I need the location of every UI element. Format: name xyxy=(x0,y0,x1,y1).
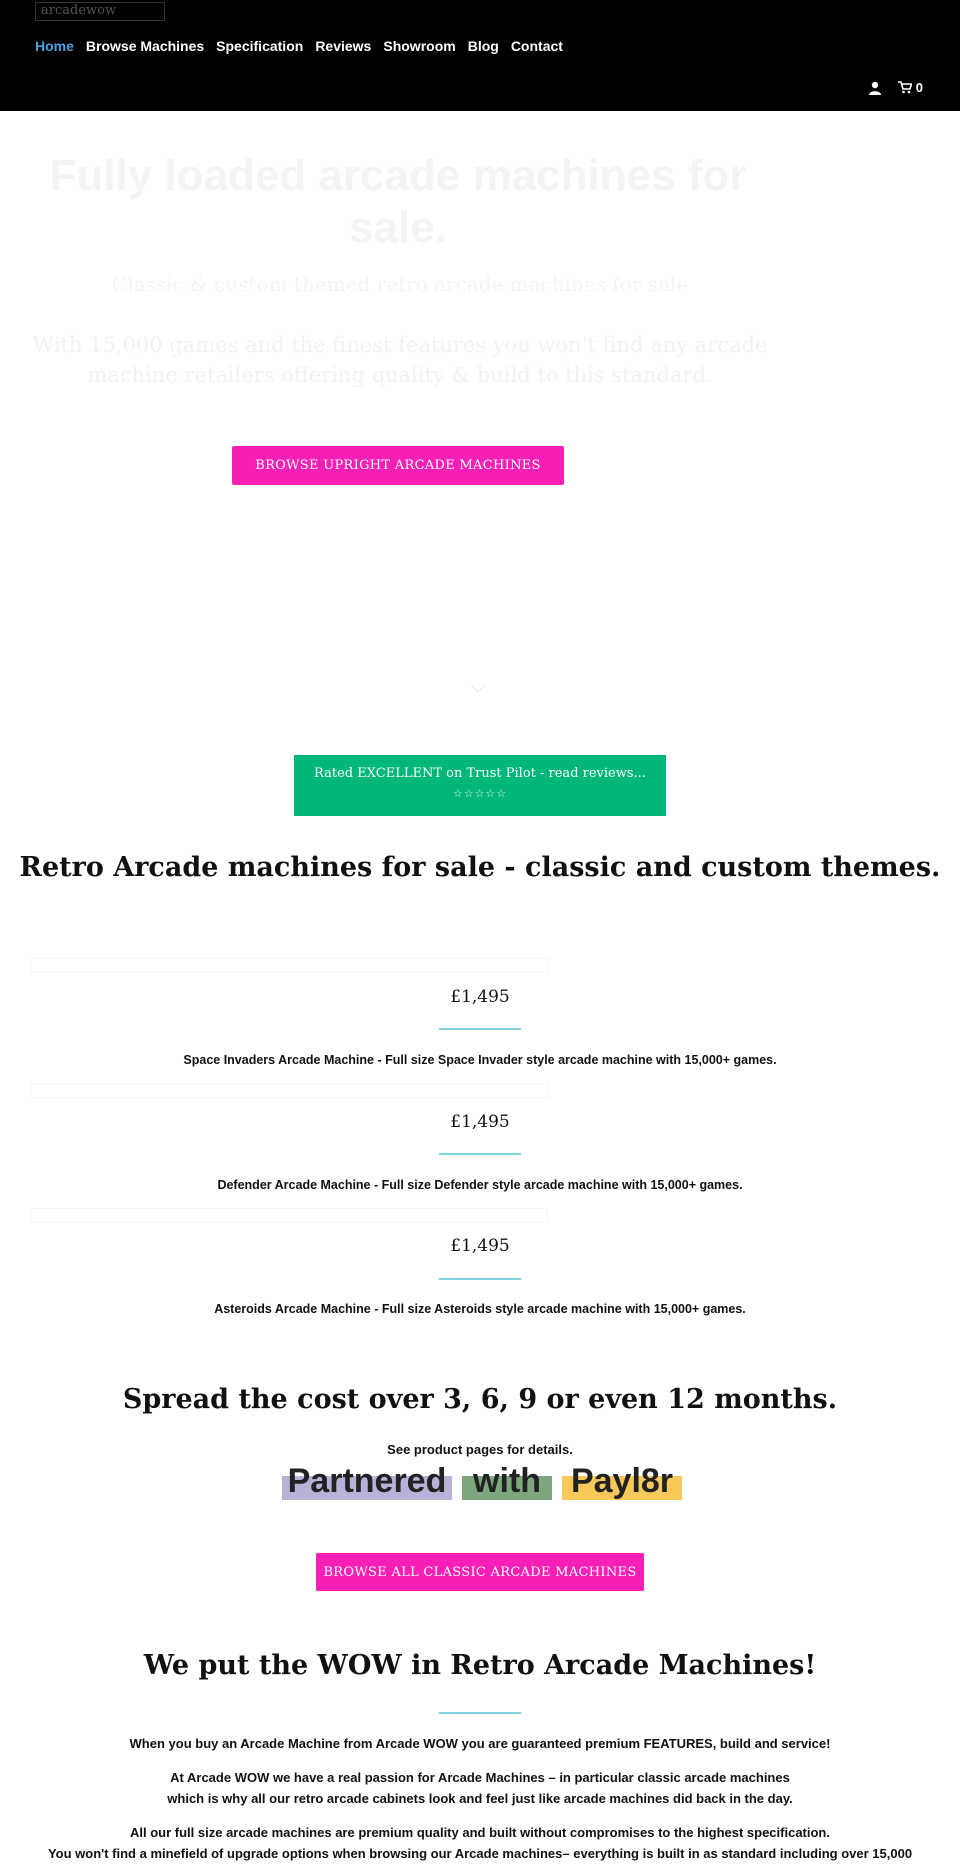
logo-word-with: with xyxy=(473,1462,541,1500)
nav-reviews[interactable]: Reviews xyxy=(315,38,372,54)
nav-contact[interactable]: Contact xyxy=(510,38,563,54)
wow-paragraph-2-line-2: which is why all our retro arcade cabinets look and feel just like arcade machines did back in the day. xyxy=(167,1791,793,1806)
divider xyxy=(439,1028,521,1030)
user-icon[interactable] xyxy=(868,81,882,95)
finance-note: See product pages for details. xyxy=(387,1442,573,1457)
browse-all-button[interactable]: BROWSE ALL CLASSIC ARCADE MACHINES xyxy=(316,1553,644,1591)
logo-text[interactable]: arcadewow xyxy=(41,3,117,18)
wow-paragraph-3-line-2: You won't find a minefield of upgrade options when browsing our Arcade machines– everything is built in as standard including over 15,000 xyxy=(47,1846,913,1861)
product-price: £1,495 xyxy=(450,987,510,1007)
product-image[interactable] xyxy=(30,1208,548,1223)
wow-heading: We put the WOW in Retro Arcade Machines! xyxy=(143,1650,817,1681)
product-description[interactable]: Space Invaders Arcade Machine - Full size Space Invader style arcade machine with 15,000+ games. xyxy=(183,1053,777,1067)
nav-showroom[interactable]: Showroom xyxy=(383,38,456,54)
retro-heading: Retro Arcade machines for sale - classic and custom themes. xyxy=(19,852,941,883)
wow-paragraph-2-line-1: At Arcade WOW we have a real passion for Arcade Machines – in particular classic arcade machines xyxy=(170,1770,790,1785)
wow-paragraph-3-line-1: All our full size arcade machines are premium quality and built without compromises to the highest specification. xyxy=(130,1825,830,1840)
cart-icon xyxy=(898,81,912,94)
divider xyxy=(439,1712,521,1714)
hero-paragraph: With 15,000 games and the finest features you won't find any arcade machine retailers offering quality & build to this standard. xyxy=(32,333,768,387)
main-nav xyxy=(35,38,563,54)
trustpilot-text: Rated EXCELLENT on Trust Pilot - read reviews... xyxy=(314,766,646,781)
product-image[interactable] xyxy=(30,958,548,973)
wow-paragraph-1: When you buy an Arcade Machine from Arcade WOW you are guaranteed premium FEATURES, build and service! xyxy=(129,1736,831,1751)
nav-browse-machines[interactable]: Browse Machines xyxy=(85,38,205,54)
product-price: £1,495 xyxy=(450,1112,510,1132)
logo-word-partnered: Partnered xyxy=(287,1462,447,1500)
nav-specification[interactable]: Specification xyxy=(216,38,304,54)
hero-subtitle: Classic & custom themed retro arcade machines for sale xyxy=(111,272,689,296)
hero-title: Fully loaded arcade machines for sale. xyxy=(49,151,747,252)
product-price: £1,495 xyxy=(450,1236,510,1256)
product-description[interactable]: Asteroids Arcade Machine - Full size Asteroids style arcade machine with 15,000+ games. xyxy=(214,1302,746,1316)
logo-word-payl8r: Payl8r xyxy=(570,1462,674,1500)
header-icons xyxy=(868,80,923,95)
nav-blog[interactable]: Blog xyxy=(467,38,499,54)
payl8r-partner-logo xyxy=(282,1456,682,1504)
divider xyxy=(439,1153,521,1155)
product-image[interactable] xyxy=(30,1083,548,1098)
divider xyxy=(439,1278,521,1280)
site-header xyxy=(0,0,960,111)
nav-home[interactable]: Home xyxy=(35,38,74,54)
finance-heading: Spread the cost over 3, 6, 9 or even 12 months. xyxy=(122,1384,838,1415)
product-description[interactable]: Defender Arcade Machine - Full size Defender style arcade machine with 15,000+ games. xyxy=(217,1178,743,1192)
trustpilot-stars: ☆☆☆☆☆ xyxy=(452,787,508,800)
scroll-down-chevron-icon[interactable] xyxy=(470,684,486,694)
cart-count: 0 xyxy=(915,80,923,95)
browse-upright-button[interactable]: BROWSE UPRIGHT ARCADE MACHINES xyxy=(232,446,564,485)
trustpilot-banner[interactable] xyxy=(294,755,666,816)
cart-button[interactable] xyxy=(898,80,923,95)
